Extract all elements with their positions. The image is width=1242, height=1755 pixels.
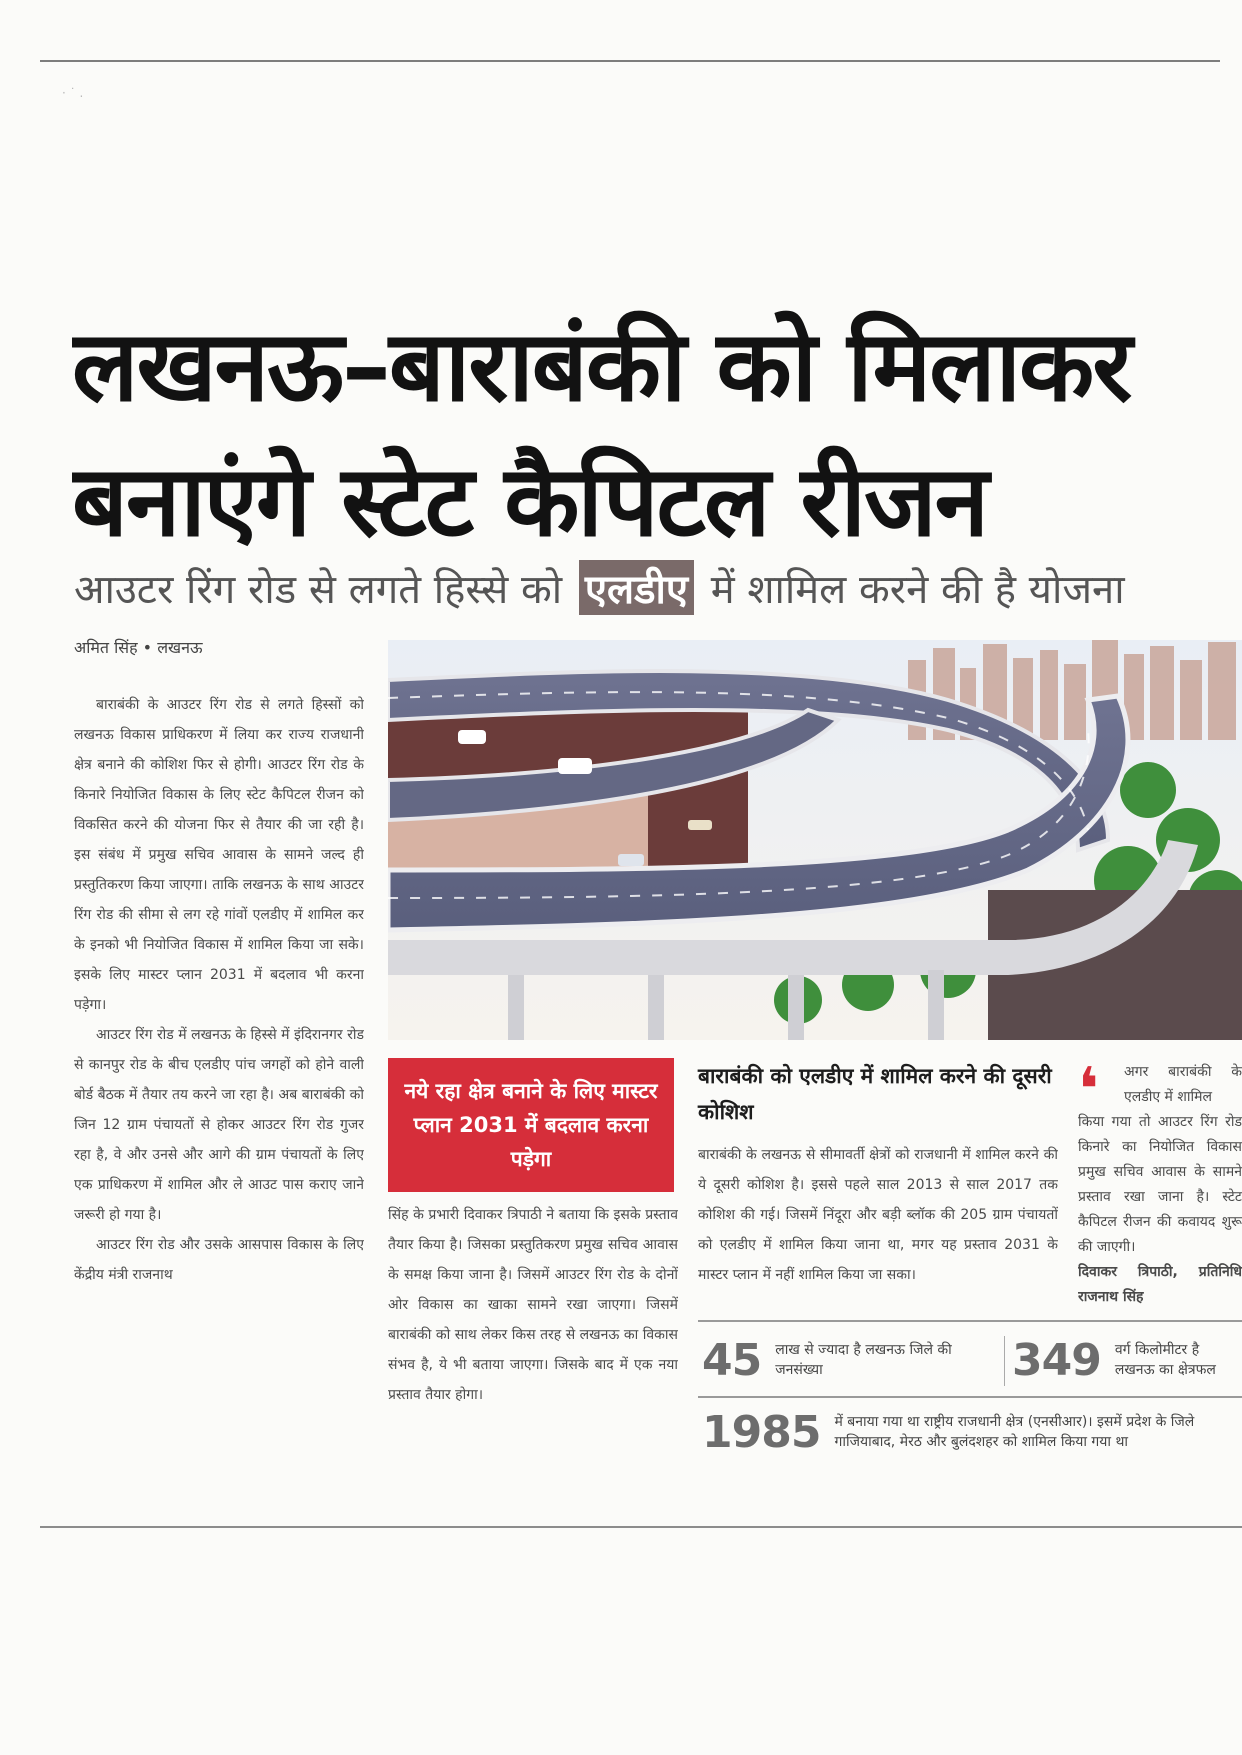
fact-description: में बनाया गया था राष्ट्रीय राजधानी क्षेत्र (एनसीआर)। इसमें प्रदेश के जिले गाजियाबाद, मेरठ और बुलंदशहर को शामिल किया गया था (834, 1414, 1195, 1450)
fact-description: लाख से ज्यादा है लखनऊ जिले की जनसंख्या (775, 1342, 952, 1378)
fact-number: 1985 (702, 1406, 821, 1458)
paragraph: सिंह के प्रभारी दिवाकर त्रिपाठी ने बताया कि इसके प्रस्ताव तैयार किया है। जिसका प्रस्तुतिकरण प्रमुख सचिव आवास के समक्ष किया जाना है। जिसमें आउटर रिंग रोड के दोनों ओर विकास का खाका सामने रखा जाएगा। जिसमें बाराबंकी को साथ लेकर किस तरह से लखनऊ का विकास संभव है, ये भी बताया जाएगा। जिसके बाद में एक नया प्रस्ताव तैयार होगा। (388, 1207, 678, 1403)
subhead-highlight-lda: एलडीए (579, 560, 694, 615)
facts-top-rule (698, 1320, 1242, 1322)
paragraph: बाराबंकी के आउटर रिंग रोड से लगते हिस्सों को लखनऊ विकास प्राधिकरण में लिया कर राज्य राजधानी क्षेत्र बनाने की कोशिश फिर से होगी। आउटर रिंग रोड के किनारे नियोजित विकास के लिए स्टेट कैपिटल रीजन को विकसित करने की योजना फिर से तैयार की जा रही है। इस संबंध में प्रमुख सचिव आवास के सामने जल्द ही प्रस्तुतिकरण किया जाएगा। ताकि लखनऊ के साथ आउटर रिंग रोड की सीमा से लग रहे गांवों एलडीए में शामिल कर के इनको भी नियोजित विकास में शामिल किया जा सके। इसके लिए मास्टर प्लान 2031 में बदलाव भी करना पड़ेगा। (74, 697, 364, 1013)
scan-noise: · ˙ . (62, 86, 84, 100)
quote-text: किया गया तो आउटर रिंग रोड किनारे का नियोजित विकास प्रमुख सचिव आवास के सामने प्रस्ताव रखा जाना है। स्टेट कैपिटल रीजन की कवायद शुरू की जाएगी। (1078, 1114, 1242, 1255)
callout-box: नये रहा क्षेत्र बनाने के लिए मास्टर प्लान 2031 में बदलाव करना पड़ेगा (388, 1058, 674, 1192)
headline-line-1: लखनऊ–बाराबंकी को मिलाकर (72, 310, 1131, 424)
article-column-2 (388, 1200, 678, 1520)
sidebar-heading: बाराबंकी को एलडीए में शामिल करने की दूसरी कोशिश (698, 1064, 1052, 1124)
facts-mid-rule (698, 1396, 1242, 1398)
fact-number: 45 (702, 1334, 762, 1386)
fact-population (702, 1328, 1002, 1392)
fact-number: 349 (1012, 1334, 1101, 1386)
subheadline (74, 560, 1242, 615)
paragraph: आउटर रिंग रोड में लखनऊ के हिस्से में इंदिरानगर रोड से कानपुर रोड के बीच एलडीए पांच जगहों को होने वाली बोर्ड बैठक में तैयार तय करने जा रहा है। अब बाराबंकी को जिन 12 ग्राम पंचायतों से होकर आउटर रिंग रोड गुजर रहा है, वे और उनसे और आगे की ग्राम पंचायतों के लिए एक प्राधिकरण में शामिल और ले आउट पास कराए जाने जरूरी हो गया है। (74, 1027, 364, 1223)
top-rule (40, 60, 1220, 62)
quote-mark-icon: ❛ (1078, 1055, 1099, 1125)
ring-road-photo (388, 640, 1242, 1040)
subhead-text-before: आउटर रिंग रोड से लगते हिस्से को (74, 567, 563, 613)
flyover-illustration (388, 640, 1242, 1040)
fact-area (1012, 1328, 1242, 1392)
paragraph: आउटर रिंग रोड और उसके आसपास विकास के लिए केंद्रीय मंत्री राजनाथ (74, 1237, 364, 1283)
quote-lead: अगर बाराबंकी के एलडीए में शामिल (1124, 1064, 1242, 1105)
fact-divider (1004, 1336, 1005, 1386)
article-column-1 (74, 690, 364, 1520)
quote-attribution: दिवाकर त्रिपाठी, प्रतिनिधि राजनाथ सिंह (1078, 1264, 1242, 1305)
paragraph: बाराबंकी के लखनऊ से सीमावर्ती क्षेत्रों को राजधानी में शामिल करने की ये दूसरी कोशिश है। इससे पहले साल 2013 से साल 2017 तक कोशिश की गई। जिसमें निंदूरा और बड़ी ब्लॉक की 205 ग्राम पंचायतों को एलडीए में शामिल किया जाना था, मगर यह प्रस्ताव 2031 के मास्टर प्लान में नहीं शामिल किया जा सका। (698, 1147, 1058, 1283)
bottom-rule (40, 1526, 1242, 1528)
byline: अमित सिंह • लखनऊ (74, 638, 203, 657)
sidebar-text (698, 1140, 1058, 1330)
quote-box (1078, 1055, 1242, 1310)
fact-description: वर्ग किलोमीटर है लखनऊ का क्षेत्रफल (1114, 1342, 1216, 1378)
fact-ncr-year (702, 1400, 1242, 1464)
subhead-text-after: में शामिल करने की है योजना (710, 567, 1125, 613)
headline-line-2: बनाएंगे स्टेट कैपिटल रीजन (72, 445, 988, 559)
